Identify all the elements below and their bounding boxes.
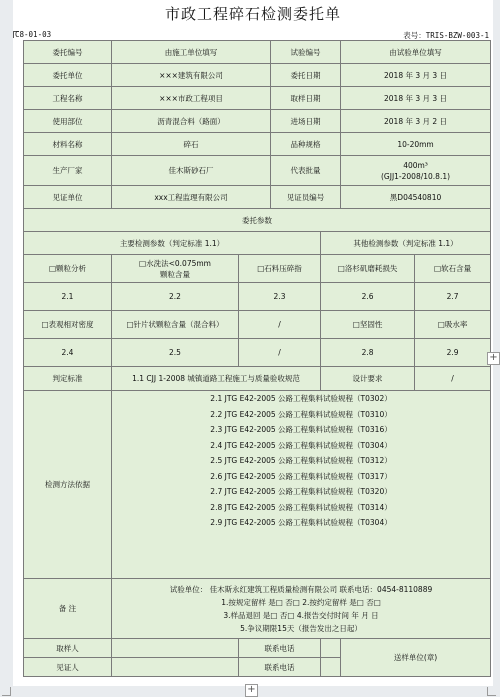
param-checkbox-crush-index[interactable]: □石料压碎指 <box>239 255 321 283</box>
project-label: 工程名称 <box>24 87 112 110</box>
param-checkbox-fine-content[interactable] <box>112 255 239 283</box>
commission-date-label: 委托日期 <box>271 64 341 87</box>
param-code: 2.3 <box>239 283 321 311</box>
doc-number: C8-01-03 <box>15 30 52 39</box>
param-code: 2.2 <box>112 283 239 311</box>
project-value[interactable]: ×××市政工程项目 <box>112 87 271 110</box>
method-item: 2.8 JTG E42-2005 公路工程集料试验规程（T0314） <box>210 502 392 512</box>
sampling-date-label: 取样日期 <box>271 87 341 110</box>
manufacturer-value[interactable]: 佳木斯砂石厂 <box>112 156 271 186</box>
witness-label: 见证人 <box>24 658 112 677</box>
table-number: 表号：TRIS-BZW-003-1 <box>403 31 489 40</box>
add-row-handle-icon[interactable]: + <box>245 684 258 697</box>
sampler-phone-label: 联系电话 <box>239 639 321 658</box>
param-code: 2.5 <box>112 339 239 367</box>
param-code: 2.7 <box>415 283 491 311</box>
design-requirement-value[interactable]: / <box>415 367 491 391</box>
arrival-date-value[interactable]: 2018 年 3 月 2 日 <box>341 110 491 133</box>
batch-value: 400m³ <box>403 160 428 170</box>
main-params-header: 主要检测参数（判定标准 1.1） <box>24 232 321 255</box>
commission-form-table <box>23 40 491 677</box>
methods-list <box>112 391 491 579</box>
param-checkbox-water-absorption[interactable]: □吸水率 <box>415 311 491 339</box>
witness-unit-value[interactable]: xxx工程监理有限公司 <box>112 186 271 209</box>
test-no-label: 试验编号 <box>271 41 341 64</box>
batch-standard: (GJJ1-2008/10.8.1) <box>381 171 451 181</box>
witness-value[interactable] <box>112 658 239 677</box>
method-item: 2.4 JTG E42-2005 公路工程集料试验规程（T0304） <box>210 440 392 450</box>
notes-line: 3.样品退回 是□ 否□ 4.报告交付时间 年 月 日 <box>223 610 379 620</box>
other-params-header: 其他检测参数（判定标准 1.1） <box>321 232 491 255</box>
param-fine-line2: 颗粒含量 <box>160 269 190 279</box>
param-checkbox-apparent-density[interactable]: □表观相对密度 <box>24 311 112 339</box>
witness-unit-label: 见证单位 <box>24 186 112 209</box>
commission-no-value[interactable]: 由施工单位填写 <box>112 41 271 64</box>
notes-label: 备 注 <box>24 579 112 639</box>
params-header: 委托参数 <box>24 209 491 232</box>
notes-content <box>112 579 491 639</box>
method-item: 2.3 JTG E42-2005 公路工程集料试验规程（T0316） <box>210 425 392 434</box>
use-part-label: 使用部位 <box>24 110 112 133</box>
corner-handle-icon <box>2 687 11 696</box>
commission-no-label: 委托编号 <box>24 41 112 64</box>
spec-value[interactable]: 10-20mm <box>341 133 491 156</box>
param-empty: / <box>239 311 321 339</box>
method-item: 2.2 JTG E42-2005 公路工程集料试验规程（T0310） <box>210 409 392 419</box>
method-item: 2.7 JTG E42-2005 公路工程集料试验规程（T0320） <box>210 487 392 496</box>
notes-line: 5.争议期限15天（报告发出之日起） <box>240 623 362 633</box>
param-checkbox-soft-stone[interactable]: □软石含量 <box>415 255 491 283</box>
client-value[interactable]: ×××建筑有限公司 <box>112 64 271 87</box>
notes-line: 试验单位： 佳木斯永红建筑工程质量检测有限公司 联系电话：0454-8110889 <box>169 584 433 594</box>
batch-label: 代表批量 <box>271 156 341 186</box>
param-code: 2.8 <box>321 339 415 367</box>
sampler-value[interactable] <box>112 639 239 658</box>
commission-date-value[interactable]: 2018 年 3 月 3 日 <box>341 64 491 87</box>
add-column-handle-icon[interactable]: + <box>487 352 500 365</box>
spec-label: 品种规格 <box>271 133 341 156</box>
sampling-date-value[interactable]: 2018 年 3 月 3 日 <box>341 87 491 110</box>
corner-handle-icon <box>487 687 496 696</box>
material-label: 材料名称 <box>24 133 112 156</box>
lab-seal-label: 送样单位(章) <box>341 639 491 677</box>
method-item: 2.5 JTG E42-2005 公路工程集料试验规程（T0312） <box>210 456 392 465</box>
param-checkbox-la-abrasion[interactable]: □洛杉矶磨耗损失 <box>321 255 415 283</box>
method-item: 2.6 JTG E42-2005 公路工程集料试验规程（T0317） <box>210 471 392 481</box>
batch-cell[interactable] <box>341 156 491 186</box>
param-checkbox-particle-analysis[interactable]: □颗粒分析 <box>24 255 112 283</box>
sampler-label: 取样人 <box>24 639 112 658</box>
notes-line: 1.按规定留样 是□ 否□ 2.按约定留样 是□ 否□ <box>221 597 381 607</box>
material-value[interactable]: 碎石 <box>112 133 271 156</box>
param-fine-line1: □水洗法<0.075mm <box>139 258 211 268</box>
client-label: 委托单位 <box>24 64 112 87</box>
criteria-value: 1.1 CJJ 1-2008 城镇道路工程施工与质量验收规范 <box>112 367 321 391</box>
criteria-label: 判定标准 <box>24 367 112 391</box>
param-code: 2.4 <box>24 339 112 367</box>
param-code: 2.1 <box>24 283 112 311</box>
param-checkbox-soundness[interactable]: □坚固性 <box>321 311 415 339</box>
method-item: 2.1 JTG E42-2005 公路工程集料试验规程（T0302） <box>210 394 392 403</box>
witness-phone-value[interactable] <box>321 658 341 677</box>
witness-cert-value[interactable]: 黑D04540810 <box>341 186 491 209</box>
param-code: / <box>239 339 321 367</box>
param-code: 2.9 <box>415 339 491 367</box>
param-checkbox-flaky-content[interactable]: □针片状颗粒含量（混合料） <box>112 311 239 339</box>
page-title: 市政工程碎石检测委托单 <box>164 5 341 23</box>
form-sheet <box>13 0 493 696</box>
param-code: 2.6 <box>321 283 415 311</box>
test-no-value[interactable]: 由试验单位填写 <box>341 41 491 64</box>
sampler-phone-value[interactable] <box>321 639 341 658</box>
witness-cert-label: 见证员编号 <box>271 186 341 209</box>
arrival-date-label: 进场日期 <box>271 110 341 133</box>
witness-phone-label: 联系电话 <box>239 658 321 677</box>
design-requirement-label: 设计要求 <box>321 367 415 391</box>
method-item: 2.9 JTG E42-2005 公路工程集料试验规程（T0304） <box>210 518 392 527</box>
methods-label: 检测方法依据 <box>24 391 112 579</box>
use-part-value[interactable]: 沥青混合料（路面） <box>112 110 271 133</box>
manufacturer-label: 生产厂家 <box>24 156 112 186</box>
